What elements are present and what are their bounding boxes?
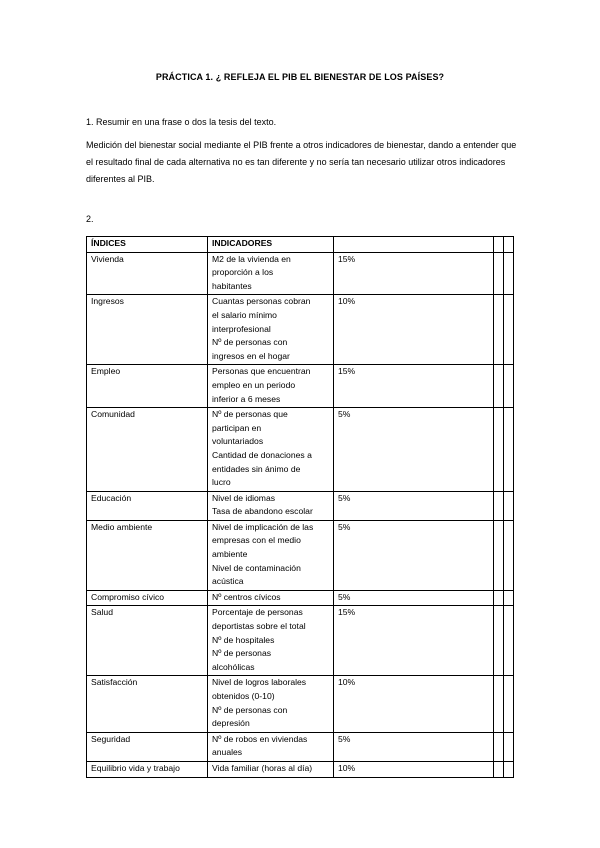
indicator-line: el salario mínimo <box>212 309 277 320</box>
indicator-line: alcohólicas <box>212 661 255 672</box>
indicator-line: Vida familiar (horas al día) <box>212 762 313 773</box>
indicator-line: Tasa de abandono escolar <box>212 506 313 517</box>
index-cell: Educación <box>87 491 208 520</box>
indicator-line: participan en <box>212 422 262 433</box>
index-cell: Seguridad <box>87 732 208 761</box>
header-indices: ÍNDICES <box>87 237 208 253</box>
indicator-line: Personas que encuentran <box>212 366 311 377</box>
answer-1: Medición del bienestar social mediante el PIB frente a otros indicadores de bienestar, dando a entender que el resultado final de cada alternativa no es tan diferente y no sería tan necesario utilizar otros indicadores diferentes al PIB. <box>86 140 517 184</box>
weight-cell: 10% <box>334 295 494 365</box>
weight-cell: 10% <box>334 676 494 732</box>
indicator-line: anuales <box>212 747 243 758</box>
table-row <box>87 408 514 492</box>
indicator-line: Nivel de idiomas <box>212 492 276 503</box>
indicator-line: Cuantas personas cobran <box>212 296 311 307</box>
table-body <box>87 252 514 777</box>
weight-cell: 15% <box>334 606 494 676</box>
table-row <box>87 252 514 295</box>
empty-cell <box>494 252 504 295</box>
empty-cell <box>494 365 504 408</box>
indicator-line: interprofesional <box>212 323 271 334</box>
table-row <box>87 295 514 365</box>
table-row <box>87 676 514 732</box>
indicator-line: ingresos en el hogar <box>212 350 290 361</box>
header-extra-1 <box>494 237 504 253</box>
indicator-line: proporción a los <box>212 267 274 278</box>
weight-cell: 5% <box>334 491 494 520</box>
indicator-line: M2 de la vivienda en <box>212 253 291 264</box>
index-cell: Medio ambiente <box>87 520 208 590</box>
empty-cell <box>494 491 504 520</box>
indicator-line: empleo en un periodo <box>212 379 296 390</box>
index-cell: Empleo <box>87 365 208 408</box>
index-cell: Compromiso cívico <box>87 590 208 606</box>
table-row <box>87 365 514 408</box>
empty-cell <box>504 520 514 590</box>
indicator-line: obtenidos (0-10) <box>212 691 275 701</box>
indicator-line: inferior a 6 meses <box>212 393 281 404</box>
empty-cell <box>494 676 504 732</box>
indicators-cell <box>208 520 334 590</box>
page-title: PRÁCTICA 1. ¿ REFLEJA EL PIB EL BIENESTAR DE LOS PAÍSES? <box>155 72 445 82</box>
empty-cell <box>504 408 514 492</box>
indicators-cell <box>208 590 334 606</box>
empty-cell <box>494 761 504 777</box>
indicator-line: habitantes <box>212 280 252 291</box>
empty-cell <box>504 676 514 732</box>
indicator-line: Nº centros cívicos <box>212 591 281 602</box>
indicators-cell <box>208 732 334 761</box>
weight-cell: 15% <box>334 252 494 295</box>
indicator-line: Cantidad de donaciones a <box>212 449 312 460</box>
indicator-line: Nº de personas con <box>212 704 288 715</box>
indicators-cell <box>208 295 334 365</box>
table-row <box>87 520 514 590</box>
indicator-line: Nivel de contaminación <box>212 562 301 573</box>
indicator-line: Nivel de logros laborales <box>212 677 307 688</box>
index-cell: Salud <box>87 606 208 676</box>
question-1: 1. Resumir en una frase o dos la tesis del texto. <box>86 117 277 127</box>
empty-cell <box>494 295 504 365</box>
empty-cell <box>504 732 514 761</box>
table-row <box>87 606 514 676</box>
indicators-cell <box>208 408 334 492</box>
indicators-cell <box>208 606 334 676</box>
indicator-line: Nº de personas <box>212 648 272 659</box>
indicator-line: depresión <box>212 718 250 729</box>
index-cell: Satisfacción <box>87 676 208 732</box>
header-indicadores: INDICADORES <box>208 237 334 253</box>
indicator-line: Nº de personas que <box>212 409 288 420</box>
indicators-cell <box>208 491 334 520</box>
empty-cell <box>494 606 504 676</box>
empty-cell <box>504 365 514 408</box>
table-header-row <box>87 237 514 253</box>
header-weight <box>334 237 494 253</box>
weight-cell: 5% <box>334 408 494 492</box>
table-row <box>87 491 514 520</box>
indicator-line: ambiente <box>212 549 248 560</box>
empty-cell <box>504 491 514 520</box>
index-cell: Comunidad <box>87 408 208 492</box>
weight-cell: 15% <box>334 365 494 408</box>
empty-cell <box>504 295 514 365</box>
table-row <box>87 761 514 777</box>
weight-cell: 10% <box>334 761 494 777</box>
index-cell: Ingresos <box>87 295 208 365</box>
indicator-line: acústica <box>212 576 244 587</box>
indicator-line: lucro <box>212 477 231 488</box>
header-extra-2 <box>504 237 514 253</box>
indicators-cell <box>208 365 334 408</box>
empty-cell <box>494 732 504 761</box>
indicators-cell <box>208 761 334 777</box>
index-cell: Vivienda <box>87 252 208 295</box>
indicator-line: voluntariados <box>212 436 264 447</box>
indicator-line: empresas con el medio <box>212 535 301 546</box>
table-row <box>87 732 514 761</box>
indicators-cell <box>208 676 334 732</box>
indices-table <box>86 236 514 778</box>
empty-cell <box>504 606 514 676</box>
index-cell: Equilibrio vida y trabajo <box>87 761 208 777</box>
empty-cell <box>494 590 504 606</box>
indicator-line: Porcentaje de personas <box>212 607 303 618</box>
indicator-line: Nº de hospitales <box>212 634 275 645</box>
empty-cell <box>504 252 514 295</box>
question-2: 2. <box>86 214 94 224</box>
indicators-cell <box>208 252 334 295</box>
weight-cell: 5% <box>334 520 494 590</box>
weight-cell: 5% <box>334 590 494 606</box>
table-row <box>87 590 514 606</box>
indicator-line: Nivel de implicación de las <box>212 521 314 532</box>
indicator-line: entidades sin ánimo de <box>212 463 301 474</box>
empty-cell <box>504 590 514 606</box>
empty-cell <box>494 520 504 590</box>
indicator-line: Nº de personas con <box>212 337 288 348</box>
empty-cell <box>504 761 514 777</box>
indicator-line: Nº de robos en viviendas <box>212 733 308 744</box>
weight-cell: 5% <box>334 732 494 761</box>
indicator-line: deportistas sobre el total <box>212 621 306 632</box>
empty-cell <box>494 408 504 492</box>
